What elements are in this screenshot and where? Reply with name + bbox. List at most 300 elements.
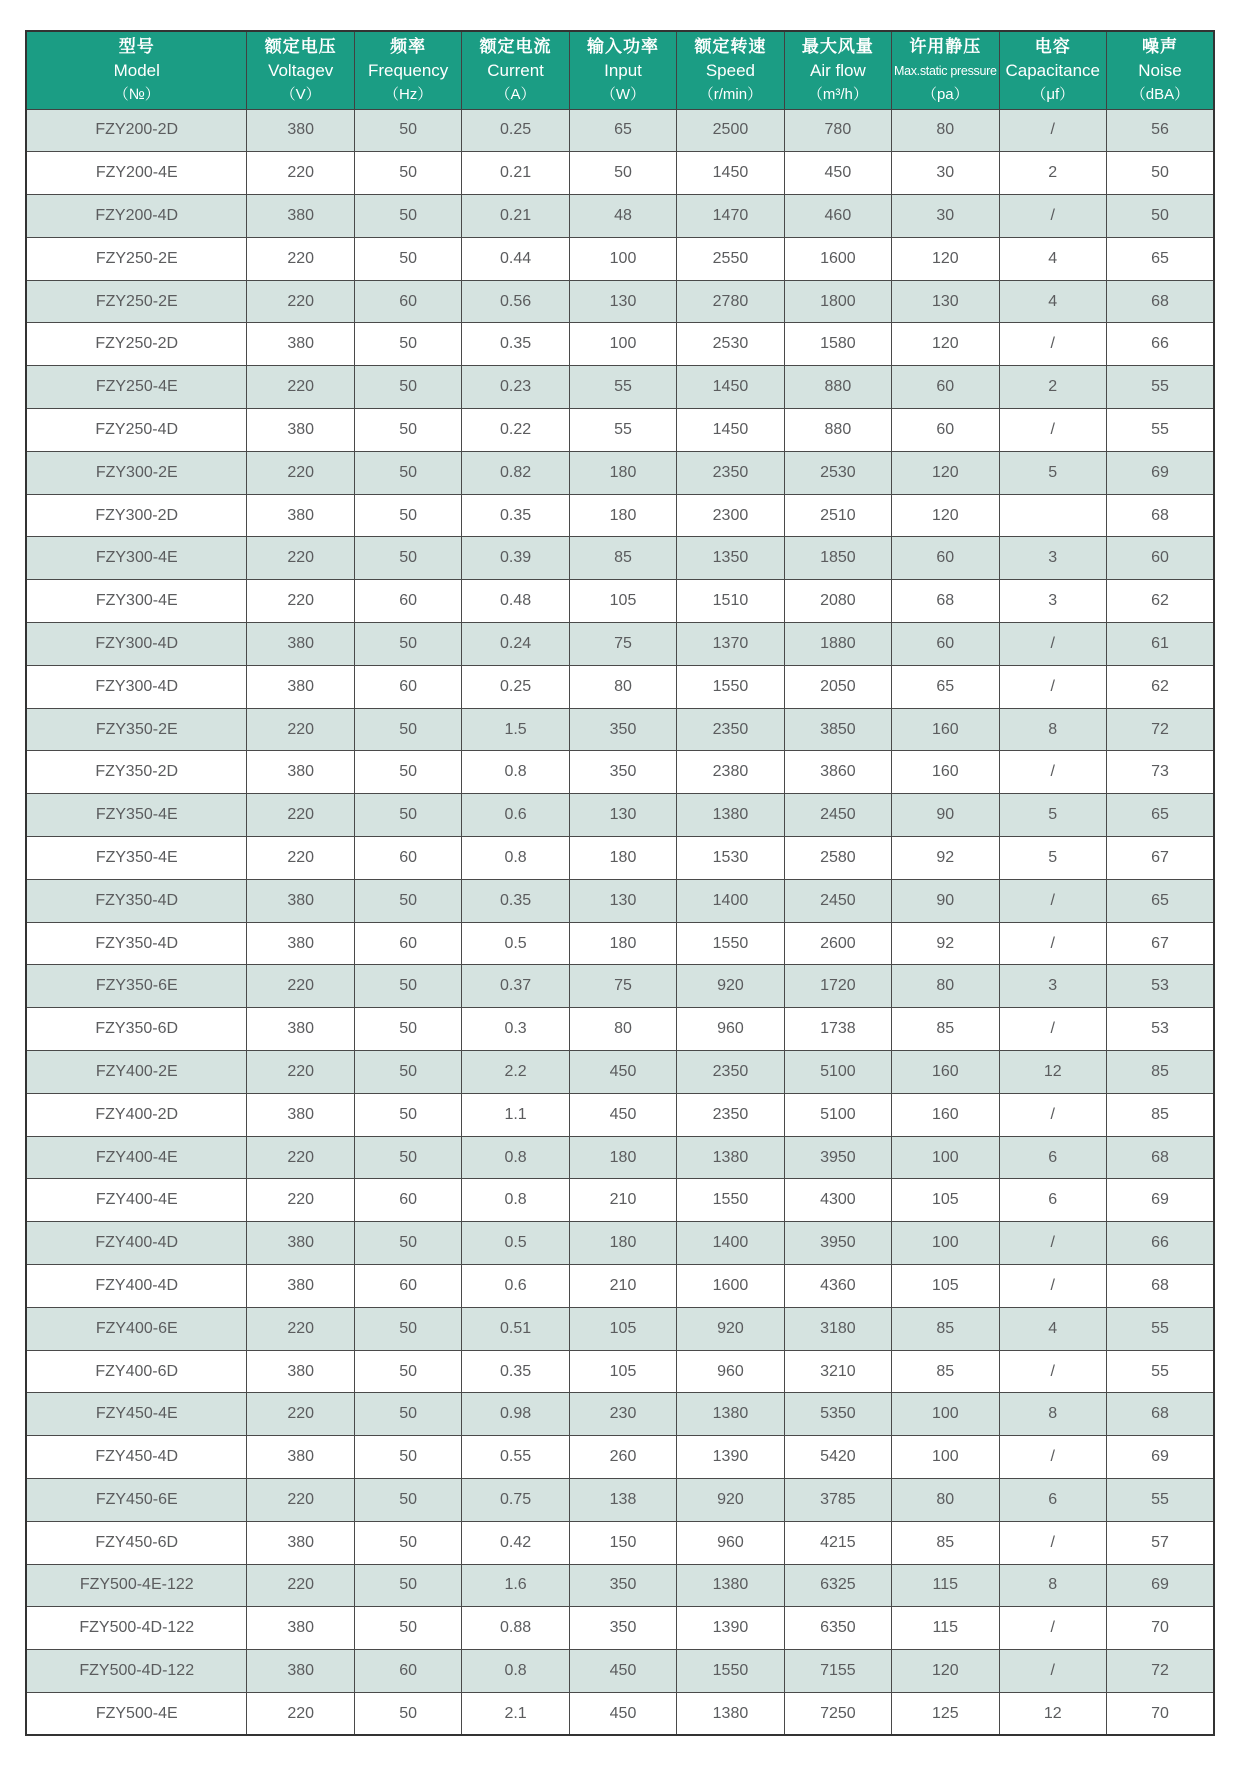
cell-noise: 85 [1106, 1051, 1214, 1094]
cell-current: 0.44 [462, 237, 569, 280]
cell-air-flow: 880 [784, 366, 891, 409]
cell-frequency: 50 [354, 1436, 461, 1479]
cell-input-power: 65 [569, 109, 676, 152]
cell-input-power: 450 [569, 1093, 676, 1136]
cell-noise: 70 [1106, 1692, 1214, 1735]
cell-frequency: 50 [354, 1479, 461, 1522]
cell-static-pressure: 90 [892, 879, 999, 922]
cell-voltage: 220 [247, 1564, 354, 1607]
cell-speed: 2350 [677, 1093, 784, 1136]
cell-frequency: 50 [354, 323, 461, 366]
cell-static-pressure: 100 [892, 1436, 999, 1479]
cell-input-power: 260 [569, 1436, 676, 1479]
cell-model: FZY350-2E [26, 708, 247, 751]
cell-frequency: 50 [354, 366, 461, 409]
table-row [26, 1222, 1214, 1265]
cell-noise: 69 [1106, 1179, 1214, 1222]
cell-noise: 50 [1106, 195, 1214, 238]
cell-model: FZY250-2E [26, 237, 247, 280]
cell-voltage: 220 [247, 794, 354, 837]
cell-model: FZY250-2D [26, 323, 247, 366]
table-row [26, 1479, 1214, 1522]
cell-speed: 1550 [677, 922, 784, 965]
cell-current: 2.2 [462, 1051, 569, 1094]
cell-air-flow: 3180 [784, 1307, 891, 1350]
cell-static-pressure: 120 [892, 237, 999, 280]
cell-input-power: 450 [569, 1650, 676, 1693]
cell-current: 0.82 [462, 451, 569, 494]
cell-current: 0.5 [462, 1222, 569, 1265]
cell-voltage: 380 [247, 1521, 354, 1564]
cell-static-pressure: 30 [892, 152, 999, 195]
cell-voltage: 380 [247, 879, 354, 922]
cell-input-power: 138 [569, 1479, 676, 1522]
header-unit: （pa） [921, 85, 969, 103]
cell-noise: 85 [1106, 1093, 1214, 1136]
cell-noise: 66 [1106, 323, 1214, 366]
cell-input-power: 130 [569, 280, 676, 323]
cell-current: 0.25 [462, 665, 569, 708]
cell-model: FZY400-4E [26, 1136, 247, 1179]
cell-voltage: 220 [247, 580, 354, 623]
cell-model: FZY250-4D [26, 409, 247, 452]
header-label-en: Voltagev [268, 60, 334, 80]
cell-capacitance: / [999, 1650, 1106, 1693]
cell-current: 1.1 [462, 1093, 569, 1136]
cell-frequency: 50 [354, 794, 461, 837]
cell-input-power: 180 [569, 1222, 676, 1265]
cell-frequency: 60 [354, 837, 461, 880]
cell-capacitance: 8 [999, 1564, 1106, 1607]
cell-input-power: 80 [569, 665, 676, 708]
cell-capacitance: 4 [999, 280, 1106, 323]
cell-voltage: 220 [247, 237, 354, 280]
cell-speed: 1380 [677, 1136, 784, 1179]
cell-static-pressure: 68 [892, 580, 999, 623]
table-row [26, 366, 1214, 409]
cell-current: 0.37 [462, 965, 569, 1008]
cell-speed: 2350 [677, 1051, 784, 1094]
cell-speed: 2780 [677, 280, 784, 323]
cell-noise: 62 [1106, 665, 1214, 708]
cell-noise: 55 [1106, 1307, 1214, 1350]
cell-capacitance [999, 494, 1106, 537]
cell-capacitance: 2 [999, 366, 1106, 409]
cell-current: 0.39 [462, 537, 569, 580]
cell-capacitance: 5 [999, 794, 1106, 837]
cell-speed: 1380 [677, 1564, 784, 1607]
cell-voltage: 380 [247, 1436, 354, 1479]
column-header-current [462, 31, 569, 109]
cell-current: 0.42 [462, 1521, 569, 1564]
column-header-noise [1106, 31, 1214, 109]
cell-input-power: 100 [569, 237, 676, 280]
cell-input-power: 75 [569, 965, 676, 1008]
cell-frequency: 50 [354, 1692, 461, 1735]
cell-frequency: 50 [354, 1350, 461, 1393]
cell-model: FZY300-2D [26, 494, 247, 537]
cell-frequency: 50 [354, 109, 461, 152]
table-row [26, 152, 1214, 195]
cell-voltage: 380 [247, 109, 354, 152]
cell-current: 0.88 [462, 1607, 569, 1650]
cell-noise: 72 [1106, 708, 1214, 751]
cell-model: FZY450-4E [26, 1393, 247, 1436]
header-unit: （Hz） [383, 85, 433, 103]
cell-noise: 55 [1106, 409, 1214, 452]
cell-voltage: 220 [247, 537, 354, 580]
cell-voltage: 380 [247, 1350, 354, 1393]
cell-air-flow: 2600 [784, 922, 891, 965]
table-row [26, 195, 1214, 238]
cell-air-flow: 2450 [784, 879, 891, 922]
cell-air-flow: 3860 [784, 751, 891, 794]
cell-static-pressure: 85 [892, 1307, 999, 1350]
cell-current: 0.6 [462, 794, 569, 837]
cell-noise: 55 [1106, 366, 1214, 409]
cell-capacitance: / [999, 665, 1106, 708]
cell-air-flow: 4360 [784, 1265, 891, 1308]
cell-input-power: 180 [569, 1136, 676, 1179]
cell-frequency: 50 [354, 494, 461, 537]
header-label-cn: 额定转速 [694, 36, 767, 56]
cell-input-power: 75 [569, 623, 676, 666]
cell-frequency: 50 [354, 1564, 461, 1607]
cell-model: FZY200-4E [26, 152, 247, 195]
table-row [26, 965, 1214, 1008]
cell-current: 1.5 [462, 708, 569, 751]
table-row [26, 237, 1214, 280]
cell-speed: 2350 [677, 451, 784, 494]
cell-noise: 62 [1106, 580, 1214, 623]
cell-speed: 1530 [677, 837, 784, 880]
cell-capacitance: / [999, 1521, 1106, 1564]
cell-capacitance: 12 [999, 1692, 1106, 1735]
cell-noise: 65 [1106, 794, 1214, 837]
cell-voltage: 380 [247, 665, 354, 708]
cell-air-flow: 2580 [784, 837, 891, 880]
cell-voltage: 380 [247, 494, 354, 537]
cell-static-pressure: 160 [892, 751, 999, 794]
cell-current: 0.75 [462, 1479, 569, 1522]
cell-capacitance: / [999, 409, 1106, 452]
cell-static-pressure: 85 [892, 1008, 999, 1051]
table-row [26, 1265, 1214, 1308]
column-header-model [26, 31, 247, 109]
cell-static-pressure: 80 [892, 965, 999, 1008]
cell-noise: 68 [1106, 494, 1214, 537]
cell-input-power: 450 [569, 1051, 676, 1094]
header-unit: （№） [113, 85, 160, 103]
cell-current: 0.98 [462, 1393, 569, 1436]
cell-current: 0.51 [462, 1307, 569, 1350]
cell-input-power: 48 [569, 195, 676, 238]
column-header-air-flow [784, 31, 891, 109]
cell-voltage: 380 [247, 922, 354, 965]
cell-model: FZY350-4E [26, 837, 247, 880]
cell-capacitance: 4 [999, 1307, 1106, 1350]
cell-noise: 60 [1106, 537, 1214, 580]
cell-current: 0.35 [462, 879, 569, 922]
cell-speed: 1450 [677, 366, 784, 409]
cell-noise: 53 [1106, 965, 1214, 1008]
cell-model: FZY350-4D [26, 922, 247, 965]
cell-input-power: 150 [569, 1521, 676, 1564]
header-unit: （μf） [1031, 85, 1075, 103]
header-label-cn: 额定电压 [264, 36, 337, 56]
cell-speed: 1470 [677, 195, 784, 238]
cell-frequency: 50 [354, 1607, 461, 1650]
cell-air-flow: 1850 [784, 537, 891, 580]
cell-model: FZY300-4E [26, 537, 247, 580]
cell-frequency: 50 [354, 1051, 461, 1094]
cell-static-pressure: 92 [892, 837, 999, 880]
cell-noise: 56 [1106, 109, 1214, 152]
cell-capacitance: 3 [999, 580, 1106, 623]
table-row [26, 109, 1214, 152]
cell-static-pressure: 125 [892, 1692, 999, 1735]
table-row [26, 1136, 1214, 1179]
cell-current: 1.6 [462, 1564, 569, 1607]
table-row [26, 623, 1214, 666]
cell-speed: 1390 [677, 1607, 784, 1650]
cell-speed: 1390 [677, 1436, 784, 1479]
header-unit: （dBA） [1130, 85, 1190, 103]
cell-speed: 2530 [677, 323, 784, 366]
cell-static-pressure: 65 [892, 665, 999, 708]
cell-static-pressure: 60 [892, 366, 999, 409]
cell-voltage: 220 [247, 280, 354, 323]
cell-static-pressure: 80 [892, 1479, 999, 1522]
cell-static-pressure: 30 [892, 195, 999, 238]
cell-model: FZY300-4D [26, 665, 247, 708]
cell-noise: 68 [1106, 280, 1214, 323]
cell-frequency: 50 [354, 537, 461, 580]
cell-capacitance: / [999, 195, 1106, 238]
cell-capacitance: 3 [999, 537, 1106, 580]
cell-capacitance: 6 [999, 1179, 1106, 1222]
cell-current: 0.8 [462, 1179, 569, 1222]
cell-current: 0.25 [462, 109, 569, 152]
cell-model: FZY350-2D [26, 751, 247, 794]
cell-capacitance: / [999, 751, 1106, 794]
cell-model: FZY400-4D [26, 1222, 247, 1265]
cell-input-power: 210 [569, 1265, 676, 1308]
table-row [26, 922, 1214, 965]
cell-speed: 2380 [677, 751, 784, 794]
cell-voltage: 380 [247, 1222, 354, 1265]
cell-static-pressure: 160 [892, 1093, 999, 1136]
cell-speed: 1380 [677, 794, 784, 837]
cell-frequency: 50 [354, 1222, 461, 1265]
cell-capacitance: / [999, 922, 1106, 965]
cell-voltage: 220 [247, 837, 354, 880]
column-header-static-pressure [892, 31, 999, 109]
cell-air-flow: 3850 [784, 708, 891, 751]
cell-noise: 53 [1106, 1008, 1214, 1051]
cell-frequency: 60 [354, 1179, 461, 1222]
cell-current: 0.48 [462, 580, 569, 623]
cell-capacitance: 6 [999, 1479, 1106, 1522]
cell-air-flow: 1600 [784, 237, 891, 280]
table-row [26, 751, 1214, 794]
cell-voltage: 220 [247, 1307, 354, 1350]
cell-model: FZY250-4E [26, 366, 247, 409]
header-label-en: Air flow [810, 60, 866, 80]
cell-voltage: 380 [247, 751, 354, 794]
cell-frequency: 50 [354, 1393, 461, 1436]
header-label-en: Speed [705, 60, 756, 80]
cell-speed: 2350 [677, 708, 784, 751]
cell-speed: 920 [677, 1307, 784, 1350]
header-label-cn: 最大风量 [801, 36, 874, 56]
cell-input-power: 350 [569, 1607, 676, 1650]
cell-speed: 1350 [677, 537, 784, 580]
cell-speed: 960 [677, 1521, 784, 1564]
cell-model: FZY400-4E [26, 1179, 247, 1222]
cell-model: FZY350-6D [26, 1008, 247, 1051]
cell-current: 0.22 [462, 409, 569, 452]
cell-model: FZY350-4E [26, 794, 247, 837]
cell-static-pressure: 160 [892, 1051, 999, 1094]
cell-voltage: 220 [247, 366, 354, 409]
cell-frequency: 50 [354, 1521, 461, 1564]
cell-air-flow: 6325 [784, 1564, 891, 1607]
cell-speed: 2300 [677, 494, 784, 537]
cell-input-power: 350 [569, 1564, 676, 1607]
cell-model: FZY400-6E [26, 1307, 247, 1350]
cell-noise: 73 [1106, 751, 1214, 794]
cell-static-pressure: 85 [892, 1350, 999, 1393]
cell-voltage: 380 [247, 1008, 354, 1051]
cell-voltage: 380 [247, 409, 354, 452]
cell-input-power: 180 [569, 451, 676, 494]
cell-static-pressure: 90 [892, 794, 999, 837]
cell-voltage: 220 [247, 451, 354, 494]
cell-capacitance: 8 [999, 1393, 1106, 1436]
cell-current: 0.35 [462, 1350, 569, 1393]
cell-model: FZY450-6E [26, 1479, 247, 1522]
cell-input-power: 50 [569, 152, 676, 195]
header-label-en: Noise [1138, 60, 1182, 80]
cell-static-pressure: 100 [892, 1393, 999, 1436]
table-row [26, 1179, 1214, 1222]
cell-speed: 2500 [677, 109, 784, 152]
cell-air-flow: 4300 [784, 1179, 891, 1222]
cell-model: FZY300-4E [26, 580, 247, 623]
cell-model: FZY400-2D [26, 1093, 247, 1136]
table-body [26, 109, 1214, 1735]
cell-model: FZY200-4D [26, 195, 247, 238]
cell-voltage: 380 [247, 1607, 354, 1650]
cell-air-flow: 7250 [784, 1692, 891, 1735]
table-row [26, 537, 1214, 580]
cell-speed: 960 [677, 1008, 784, 1051]
cell-model: FZY300-4D [26, 623, 247, 666]
cell-air-flow: 3950 [784, 1136, 891, 1179]
cell-speed: 960 [677, 1350, 784, 1393]
cell-frequency: 50 [354, 708, 461, 751]
header-unit: （V） [280, 85, 321, 103]
cell-voltage: 220 [247, 965, 354, 1008]
table-row [26, 409, 1214, 452]
cell-frequency: 50 [354, 879, 461, 922]
cell-frequency: 50 [354, 1093, 461, 1136]
cell-static-pressure: 60 [892, 409, 999, 452]
cell-model: FZY350-4D [26, 879, 247, 922]
cell-voltage: 220 [247, 1179, 354, 1222]
cell-static-pressure: 92 [892, 922, 999, 965]
cell-frequency: 50 [354, 965, 461, 1008]
cell-air-flow: 880 [784, 409, 891, 452]
cell-air-flow: 5350 [784, 1393, 891, 1436]
cell-frequency: 50 [354, 152, 461, 195]
cell-input-power: 180 [569, 837, 676, 880]
cell-speed: 1510 [677, 580, 784, 623]
cell-speed: 1600 [677, 1265, 784, 1308]
header-label-cn: 噪声 [1141, 36, 1178, 56]
cell-model: FZY200-2D [26, 109, 247, 152]
cell-speed: 920 [677, 965, 784, 1008]
cell-model: FZY500-4E-122 [26, 1564, 247, 1607]
cell-current: 0.6 [462, 1265, 569, 1308]
header-label-en: Current [487, 60, 544, 80]
cell-speed: 1450 [677, 152, 784, 195]
cell-input-power: 85 [569, 537, 676, 580]
cell-capacitance: 8 [999, 708, 1106, 751]
cell-input-power: 230 [569, 1393, 676, 1436]
table-row [26, 280, 1214, 323]
cell-static-pressure: 85 [892, 1521, 999, 1564]
cell-voltage: 380 [247, 195, 354, 238]
cell-frequency: 50 [354, 751, 461, 794]
cell-model: FZY400-2E [26, 1051, 247, 1094]
table-row [26, 1307, 1214, 1350]
cell-frequency: 50 [354, 1136, 461, 1179]
header-label-en: Input [604, 60, 642, 80]
cell-noise: 69 [1106, 1436, 1214, 1479]
cell-capacitance: / [999, 1222, 1106, 1265]
cell-static-pressure: 60 [892, 623, 999, 666]
cell-input-power: 350 [569, 751, 676, 794]
cell-noise: 55 [1106, 1479, 1214, 1522]
cell-voltage: 380 [247, 623, 354, 666]
column-header-capacitance [999, 31, 1106, 109]
cell-current: 0.3 [462, 1008, 569, 1051]
cell-noise: 65 [1106, 237, 1214, 280]
cell-air-flow: 3785 [784, 1479, 891, 1522]
cell-static-pressure: 120 [892, 451, 999, 494]
cell-static-pressure: 160 [892, 708, 999, 751]
cell-input-power: 130 [569, 794, 676, 837]
cell-capacitance: / [999, 1265, 1106, 1308]
cell-input-power: 105 [569, 1307, 676, 1350]
cell-current: 0.8 [462, 1650, 569, 1693]
header-label-en: Capacitance [1005, 60, 1100, 80]
table-header [26, 31, 1214, 109]
cell-input-power: 55 [569, 366, 676, 409]
cell-static-pressure: 115 [892, 1564, 999, 1607]
cell-air-flow: 1580 [784, 323, 891, 366]
cell-capacitance: / [999, 1008, 1106, 1051]
cell-voltage: 220 [247, 708, 354, 751]
cell-current: 0.24 [462, 623, 569, 666]
cell-air-flow: 3210 [784, 1350, 891, 1393]
header-unit: （m³/h） [807, 85, 868, 103]
cell-speed: 1550 [677, 1179, 784, 1222]
table-row [26, 1093, 1214, 1136]
table-row [26, 708, 1214, 751]
